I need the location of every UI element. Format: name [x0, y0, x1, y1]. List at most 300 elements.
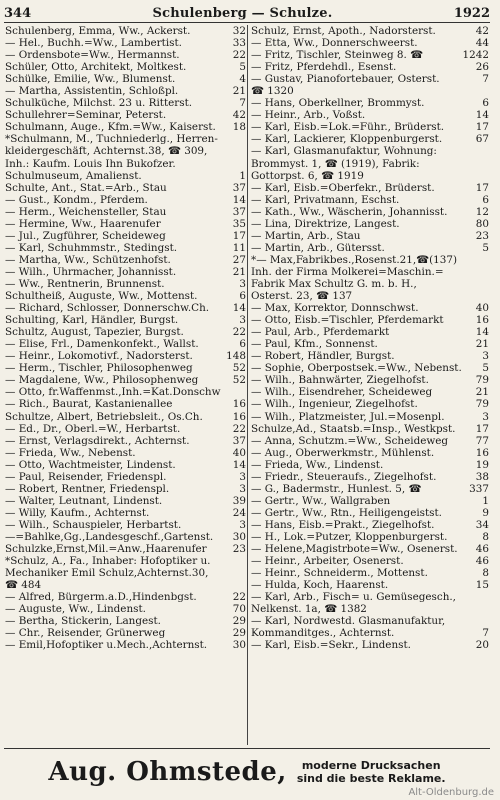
entry-house-number	[244, 555, 246, 567]
page-header	[4, 4, 490, 22]
entry-text: — Martha, Ww., Schützenhofst.	[5, 253, 171, 266]
entry-house-number: 17	[475, 422, 489, 435]
directory-entry	[5, 314, 246, 326]
entry-text: *Schulmann, M., Tuchniederlg., Herren-	[5, 133, 218, 146]
entry-text: — Karl, Eisb.=Oberfekr., Brüderst.	[251, 181, 435, 194]
entry-house-number: 33	[232, 37, 246, 50]
directory-entry	[251, 121, 489, 133]
ad-slogan-line2: sind die beste Reklame.	[296, 772, 446, 785]
entry-house-number: 52	[232, 362, 246, 375]
directory-entry	[251, 25, 489, 37]
directory-entry	[251, 230, 489, 242]
directory-entry	[251, 615, 489, 627]
entry-text: Schullehrer=Seminar, Peterst.	[5, 109, 167, 122]
entry-house-number: 17	[232, 229, 246, 242]
directory-entry	[5, 109, 246, 121]
entry-text: — H., Lok.=Putzer, Kloppenburgerst.	[251, 530, 448, 543]
directory-entry	[5, 326, 246, 338]
entry-text: — Martin, Arb., Stau	[251, 229, 361, 242]
entry-text: — Richard, Schlosser, Donnerschw.Ch.	[5, 302, 210, 315]
entry-text: Schultz, August, Tapezier, Burgst.	[5, 326, 184, 339]
entry-text: *Schulz, A., Fa., Inhaber: Hofoptiker u.	[5, 555, 211, 568]
entry-house-number: 16	[475, 314, 489, 327]
entry-text: — Hans, Eisb.=Prakt., Ziegelhofst.	[251, 518, 435, 531]
entry-house-number: 79	[475, 374, 489, 387]
entry-house-number: 1	[239, 169, 246, 182]
directory-entry	[5, 567, 246, 579]
entry-text: — Hermine, Ww., Haarenufer	[5, 217, 161, 230]
ad-company-name: Aug. Ohmstede,	[48, 757, 287, 787]
entry-house-number: 26	[475, 61, 489, 74]
entry-house-number: 9	[482, 506, 489, 519]
entry-text: — Ww., Rentnerin, Brunnenst.	[5, 277, 165, 290]
directory-entry	[251, 591, 489, 603]
entry-house-number: 32	[232, 25, 246, 37]
entry-text: — Auguste, Ww., Lindenst.	[5, 603, 146, 616]
entry-house-number: 12	[475, 205, 489, 218]
entry-house-number	[487, 278, 489, 290]
entry-text: — Otto, fr.Waffenmst.,Inh.=Kat.Donschw	[5, 386, 221, 399]
entry-house-number: 35	[232, 217, 246, 230]
page-title: Schulenberg — Schulze.	[152, 5, 333, 21]
entry-text: — Martin, Arb., Gütersst.	[251, 241, 385, 254]
entry-house-number: 3	[239, 470, 246, 483]
entry-house-number	[487, 170, 489, 182]
entry-text: — Max, Korrektor, Donnschwst.	[251, 302, 419, 315]
directory-entry	[251, 73, 489, 85]
directory-entry	[251, 85, 489, 97]
entry-text: Schulküche, Milchst. 23 u. Ritterst.	[5, 97, 193, 110]
entry-text: — Hulda, Koch, Haarenst.	[251, 579, 389, 592]
entry-text: — Martha, Assistentin, Schloßpl.	[5, 85, 179, 98]
directory-entry	[251, 423, 489, 435]
entry-text: Schulting, Karl, Händler, Burgst.	[5, 314, 179, 327]
directory-entry	[251, 567, 489, 579]
directory-entry	[5, 411, 246, 423]
entry-house-number: 6	[482, 193, 489, 206]
entry-text: Schultheiß, Auguste, Ww., Mottenst.	[5, 290, 198, 303]
entry-house-number: 40	[475, 302, 489, 315]
directory-entry	[251, 266, 489, 278]
entry-text: — Wilh., Ingenieur, Ziegelhofst.	[251, 398, 418, 411]
entry-text: — Lina, Direktrize, Langest.	[251, 217, 400, 230]
entry-house-number: 37	[232, 181, 246, 194]
directory-entry	[251, 374, 489, 386]
entry-house-number: 21	[232, 265, 246, 278]
directory-entry	[5, 133, 246, 145]
entry-house-number: 37	[232, 434, 246, 447]
entry-text: — Hans, Oberkellner, Brommyst.	[251, 97, 425, 110]
entry-house-number: 3	[239, 482, 246, 495]
advertisement	[4, 752, 490, 792]
entry-text: — Otto, Eisb.=Tischler, Pferdemarkt	[251, 314, 444, 327]
directory-entry	[5, 531, 246, 543]
directory-entry	[251, 483, 489, 495]
entry-text: *— Max,Fabrikbes.,Rosenst.21,☎(137)	[251, 253, 458, 266]
entry-text: Gottorpst. 6, ☎ 1919	[251, 169, 364, 182]
entry-house-number: 6	[482, 97, 489, 110]
entry-text: kleidergeschäft, Achternst.38, ☎ 309,	[5, 145, 208, 158]
entry-house-number: 22	[232, 422, 246, 435]
directory-entry	[251, 435, 489, 447]
entry-text: — Karl, Nordwestd. Glasmanufaktur,	[251, 615, 446, 628]
entry-house-number: 23	[475, 229, 489, 242]
directory-entry	[5, 338, 246, 350]
entry-text: Mechaniker Emil Schulz,Achternst.30,	[5, 567, 209, 580]
directory-entry	[5, 435, 246, 447]
entry-text: — Heinr., Arbeiter, Osenerst.	[251, 555, 404, 568]
directory-entry	[251, 242, 489, 254]
entry-text: — Heinr., Lokomotivf., Nadorsterst.	[5, 350, 193, 363]
directory-entry	[5, 495, 246, 507]
entry-house-number: 5	[482, 362, 489, 375]
entry-house-number: 44	[475, 37, 489, 50]
directory-entry	[5, 49, 246, 61]
directory-columns	[4, 25, 490, 745]
directory-entry	[251, 507, 489, 519]
entry-text: — Rich., Baurat, Kastanienallee	[5, 398, 173, 411]
entry-text: Schulzke,Ernst,Mil.=Anw.,Haarenufer	[5, 543, 207, 556]
directory-entry	[251, 627, 489, 639]
entry-house-number: 17	[475, 121, 489, 134]
entry-house-number: 29	[232, 615, 246, 628]
entry-text: — Karl, Eisb.=Lok.=Führ., Brüderst.	[251, 121, 445, 134]
directory-entry	[251, 326, 489, 338]
entry-text: Schulze,Ad., Staatsb.=Insp., Westkpst.	[251, 422, 456, 435]
watermark: Alt-Oldenburg.de	[408, 787, 494, 798]
directory-entry	[5, 278, 246, 290]
entry-text: — Karl, Schuhmmstr., Stedingst.	[5, 241, 178, 254]
footer-rule	[4, 748, 490, 749]
entry-house-number: 7	[239, 97, 246, 110]
entry-house-number	[487, 266, 489, 278]
entry-text: Schulmann, Auge., Kfm.=Ww., Kaiserst.	[5, 121, 216, 134]
entry-text: — Aug., Oberwerkmstr., Mühlenst.	[251, 446, 435, 459]
directory-entry	[251, 61, 489, 73]
entry-text: — Kath., Ww., Wäscherin, Johannisst.	[251, 205, 448, 218]
directory-entry	[5, 145, 246, 157]
entry-house-number: 23	[232, 543, 246, 556]
directory-entry	[5, 230, 246, 242]
directory-entry	[251, 519, 489, 531]
entry-text: — Gertr., Ww., Rtn., Heiligengeistst.	[251, 506, 442, 519]
entry-house-number: 21	[475, 338, 489, 351]
entry-text: Inh. der Firma Molkerei=Maschin.=	[251, 265, 444, 278]
entry-text: — Etta, Ww., Donnerschweerst.	[251, 37, 418, 50]
entry-text: — Anna, Schutzm.=Ww., Scheideweg	[251, 434, 449, 447]
directory-entry	[251, 158, 489, 170]
entry-text: — Otto, Wachtmeister, Lindenst.	[5, 458, 176, 471]
entry-text: Inh.: Kaufm. Louis Ihn Bukofzer.	[5, 157, 176, 170]
directory-entry	[251, 194, 489, 206]
entry-text: Schulmuseum, Amalienst.	[5, 169, 142, 182]
entry-house-number: 22	[232, 591, 246, 604]
entry-text: — Paul, Kfm., Sonnenst.	[251, 338, 378, 351]
entry-text: Schultze, Albert, Betriebsleit., Os.Ch.	[5, 410, 203, 423]
directory-entry	[5, 362, 246, 374]
entry-house-number	[487, 603, 489, 615]
entry-house-number	[487, 254, 489, 266]
entry-house-number: 67	[475, 133, 489, 146]
directory-entry	[5, 25, 246, 37]
entry-text: — Alfred, Bürgerm.a.D.,Hindenbgst.	[5, 591, 197, 604]
entry-house-number	[487, 145, 489, 157]
entry-text: — Ordensbote=Ww., Hermannst.	[5, 49, 180, 62]
entry-house-number: 16	[232, 410, 246, 423]
entry-text: — Sophie, Oberpostsek.=Ww., Nebenst.	[251, 362, 462, 375]
directory-entry	[5, 615, 246, 627]
header-rule	[4, 22, 490, 23]
entry-house-number: 21	[475, 386, 489, 399]
directory-entry	[251, 170, 489, 182]
directory-entry	[5, 507, 246, 519]
directory-entry	[5, 350, 246, 362]
entry-text: — Karl, Privatmann, Eschst.	[251, 193, 400, 206]
entry-text: — G., Badermstr., Hunlest. 5, ☎	[251, 482, 422, 495]
directory-entry	[5, 543, 246, 555]
entry-house-number: 40	[232, 446, 246, 459]
directory-entry	[5, 254, 246, 266]
entry-house-number: 15	[475, 579, 489, 592]
entry-text: Nelkenst. 1a, ☎ 1382	[251, 603, 367, 616]
directory-entry	[251, 459, 489, 471]
right-column	[247, 25, 490, 745]
entry-text: — Willy, Kaufm., Achternst.	[5, 506, 150, 519]
entry-house-number: 70	[232, 603, 246, 616]
entry-text: — Friedr., Steueraufs., Ziegelhofst.	[251, 470, 437, 483]
directory-entry	[251, 109, 489, 121]
entry-text: — Heinr., Arb., Voßst.	[251, 109, 366, 122]
directory-entry	[251, 278, 489, 290]
entry-text: — Wilh., Uhrmacher, Johannisst.	[5, 265, 177, 278]
entry-house-number: 46	[475, 555, 489, 568]
entry-house-number: 14	[232, 302, 246, 315]
entry-text: — Wilh., Schauspieler, Herbartst.	[5, 518, 182, 531]
entry-text: — Karl, Glasmanufaktur, Wohnung:	[251, 145, 437, 158]
directory-entry	[5, 158, 246, 170]
entry-text: — Wilh., Platzmeister, Jul.=Mosenpl.	[251, 410, 445, 423]
directory-entry	[5, 302, 246, 314]
entry-house-number	[487, 615, 489, 627]
entry-text: — Herm., Weichensteller, Stau	[5, 205, 167, 218]
directory-entry	[5, 447, 246, 459]
directory-entry	[5, 242, 246, 254]
entry-text: — Wilh., Bahnwärter, Ziegelhofst.	[251, 374, 429, 387]
directory-entry	[251, 133, 489, 145]
entry-text: — Paul, Arb., Pferdemarkt	[251, 326, 390, 339]
directory-entry	[5, 639, 246, 651]
directory-entry	[251, 302, 489, 314]
entry-text: — Karl, Lackierer, Kloppenburgerst.	[251, 133, 443, 146]
entry-text: — Karl, Arb., Fisch= u. Gemüsegesch.,	[251, 591, 456, 604]
directory-entry	[5, 194, 246, 206]
entry-house-number: 16	[232, 398, 246, 411]
entry-house-number	[244, 158, 246, 170]
directory-entry	[251, 314, 489, 326]
directory-entry	[251, 350, 489, 362]
entry-house-number: 14	[475, 326, 489, 339]
directory-entry	[251, 495, 489, 507]
entry-text: — Frieda, Ww., Lindenst.	[251, 458, 384, 471]
directory-entry	[251, 49, 489, 61]
ad-slogan	[297, 759, 446, 785]
directory-entry	[5, 37, 246, 49]
directory-entry	[251, 531, 489, 543]
directory-entry	[251, 362, 489, 374]
entry-house-number: 14	[475, 109, 489, 122]
directory-entry	[251, 182, 489, 194]
entry-house-number	[244, 567, 246, 579]
directory-entry	[251, 639, 489, 651]
directory-entry	[5, 627, 246, 639]
entry-house-number: 6	[239, 338, 246, 351]
directory-entry	[5, 423, 246, 435]
entry-house-number	[244, 145, 246, 157]
entry-house-number: 34	[475, 518, 489, 531]
left-column	[4, 25, 247, 745]
directory-entry	[5, 398, 246, 410]
entry-house-number: 14	[232, 193, 246, 206]
directory-entry	[251, 206, 489, 218]
entry-house-number: 7	[482, 627, 489, 640]
directory-entry	[5, 218, 246, 230]
directory-entry	[5, 471, 246, 483]
entry-house-number: 3	[239, 277, 246, 290]
entry-text: — Frieda, Ww., Nebenst.	[5, 446, 136, 459]
entry-house-number: 3	[482, 350, 489, 363]
entry-house-number: 5	[482, 241, 489, 254]
entry-house-number: 1	[482, 494, 489, 507]
entry-text: — Fritz, Tischler, Steinweg 8. ☎	[251, 49, 424, 62]
entry-text: — Fritz, Pferdehdl., Esenst.	[251, 61, 397, 74]
directory-entry	[5, 603, 246, 615]
directory-entry	[251, 338, 489, 350]
directory-entry	[5, 170, 246, 182]
entry-house-number: 77	[475, 434, 489, 447]
entry-house-number	[244, 579, 246, 591]
directory-entry	[5, 483, 246, 495]
entry-text: — Wilh., Eisendreher, Scheideweg	[251, 386, 433, 399]
directory-entry	[5, 206, 246, 218]
page-number: 344	[4, 5, 32, 21]
entry-text: — Elise, Frl., Damenkonfekt., Wallst.	[5, 338, 199, 351]
entry-house-number	[244, 133, 246, 145]
entry-house-number: 46	[475, 543, 489, 556]
directory-entry	[5, 266, 246, 278]
entry-house-number: 30	[232, 639, 246, 652]
directory-entry	[251, 543, 489, 555]
directory-entry	[5, 579, 246, 591]
entry-text: Schülke, Emilie, Ww., Blumenst.	[5, 73, 176, 86]
entry-house-number: 20	[475, 639, 489, 652]
entry-house-number: 16	[475, 446, 489, 459]
entry-text: — Magdalene, Ww., Philosophenweg	[5, 374, 199, 387]
entry-house-number: 19	[475, 458, 489, 471]
entry-house-number: 42	[232, 109, 246, 122]
directory-entry	[251, 218, 489, 230]
entry-text: Osterst. 23, ☎ 137	[251, 290, 353, 303]
directory-entry	[5, 591, 246, 603]
directory-entry	[5, 386, 246, 398]
entry-house-number: 14	[232, 458, 246, 471]
entry-house-number: 3	[239, 518, 246, 531]
entry-text: ☎ 484	[5, 579, 42, 592]
entry-text: Schulz, Ernst, Apoth., Nadorsterst.	[251, 25, 436, 37]
directory-entry	[5, 290, 246, 302]
directory-entry	[251, 254, 489, 266]
entry-house-number: 79	[475, 398, 489, 411]
entry-text: — Hel., Buchh.=Ww., Lambertist.	[5, 37, 182, 50]
entry-text: — Robert, Händler, Burgst.	[251, 350, 395, 363]
entry-house-number	[487, 85, 489, 97]
directory-entry	[251, 555, 489, 567]
entry-text: Kommanditges., Achternst.	[251, 627, 395, 640]
entry-house-number	[487, 158, 489, 170]
entry-house-number: 6	[239, 290, 246, 303]
entry-house-number: 3	[239, 314, 246, 327]
entry-text: — Gertr., Ww., Wallgraben	[251, 494, 391, 507]
entry-house-number: 1242	[462, 49, 489, 62]
directory-entry	[251, 386, 489, 398]
directory-entry	[251, 471, 489, 483]
entry-text: — Walter, Leutnant, Lindenst.	[5, 494, 163, 507]
entry-house-number: 52	[232, 374, 246, 387]
entry-house-number: 38	[475, 470, 489, 483]
directory-entry	[251, 97, 489, 109]
entry-text: — Heinr., Schneiderm., Mottenst.	[251, 567, 428, 580]
entry-house-number: 80	[475, 217, 489, 230]
entry-text: Schulenberg, Emma, Ww., Ackerst.	[5, 25, 191, 37]
entry-text: — Herm., Tischler, Philosophenweg	[5, 362, 193, 375]
entry-house-number: 27	[232, 253, 246, 266]
directory-entry	[5, 121, 246, 133]
directory-entry	[5, 73, 246, 85]
entry-house-number: 4	[239, 73, 246, 86]
entry-house-number: 3	[482, 410, 489, 423]
directory-entry	[251, 290, 489, 302]
entry-house-number: 7	[482, 73, 489, 86]
entry-text: — Karl, Eisb.=Sekr., Lindenst.	[251, 639, 411, 652]
entry-text: Schulte, Ant., Stat.=Arb., Stau	[5, 181, 167, 194]
entry-text: Fabrik Max Schultz G. m. b. H.,	[251, 277, 417, 290]
entry-text: — Ed., Dr., Oberl.=W., Herbartst.	[5, 422, 181, 435]
directory-entry	[5, 85, 246, 97]
entry-house-number: 5	[239, 61, 246, 74]
entry-house-number: 8	[482, 567, 489, 580]
entry-house-number: 337	[469, 482, 489, 495]
entry-text: Schüler, Otto, Architekt, Moltkest.	[5, 61, 187, 74]
entry-house-number: 8	[482, 530, 489, 543]
entry-house-number: 42	[475, 25, 489, 37]
entry-house-number: 22	[232, 326, 246, 339]
entry-text: — Emil,Hofoptiker u.Mech.,Achternst.	[5, 639, 208, 652]
entry-text: — Paul, Reisender, Friedenspl.	[5, 470, 167, 483]
entry-text: ☎ 1320	[251, 85, 294, 98]
entry-text: — Gust., Kondm., Pferdem.	[5, 193, 148, 206]
entry-house-number: 18	[232, 121, 246, 134]
entry-text: — Ernst, Verlagsdirekt., Achternst.	[5, 434, 190, 447]
directory-entry	[251, 145, 489, 157]
directory-entry	[5, 459, 246, 471]
entry-text: — Helene,Magistrbote=Ww., Osenerst.	[251, 543, 458, 556]
entry-text: — Bertha, Stickerin, Langest.	[5, 615, 161, 628]
entry-house-number: 21	[232, 85, 246, 98]
directory-entry	[251, 579, 489, 591]
entry-house-number	[487, 290, 489, 302]
directory-entry	[5, 519, 246, 531]
directory-entry	[251, 398, 489, 410]
directory-entry	[5, 61, 246, 73]
